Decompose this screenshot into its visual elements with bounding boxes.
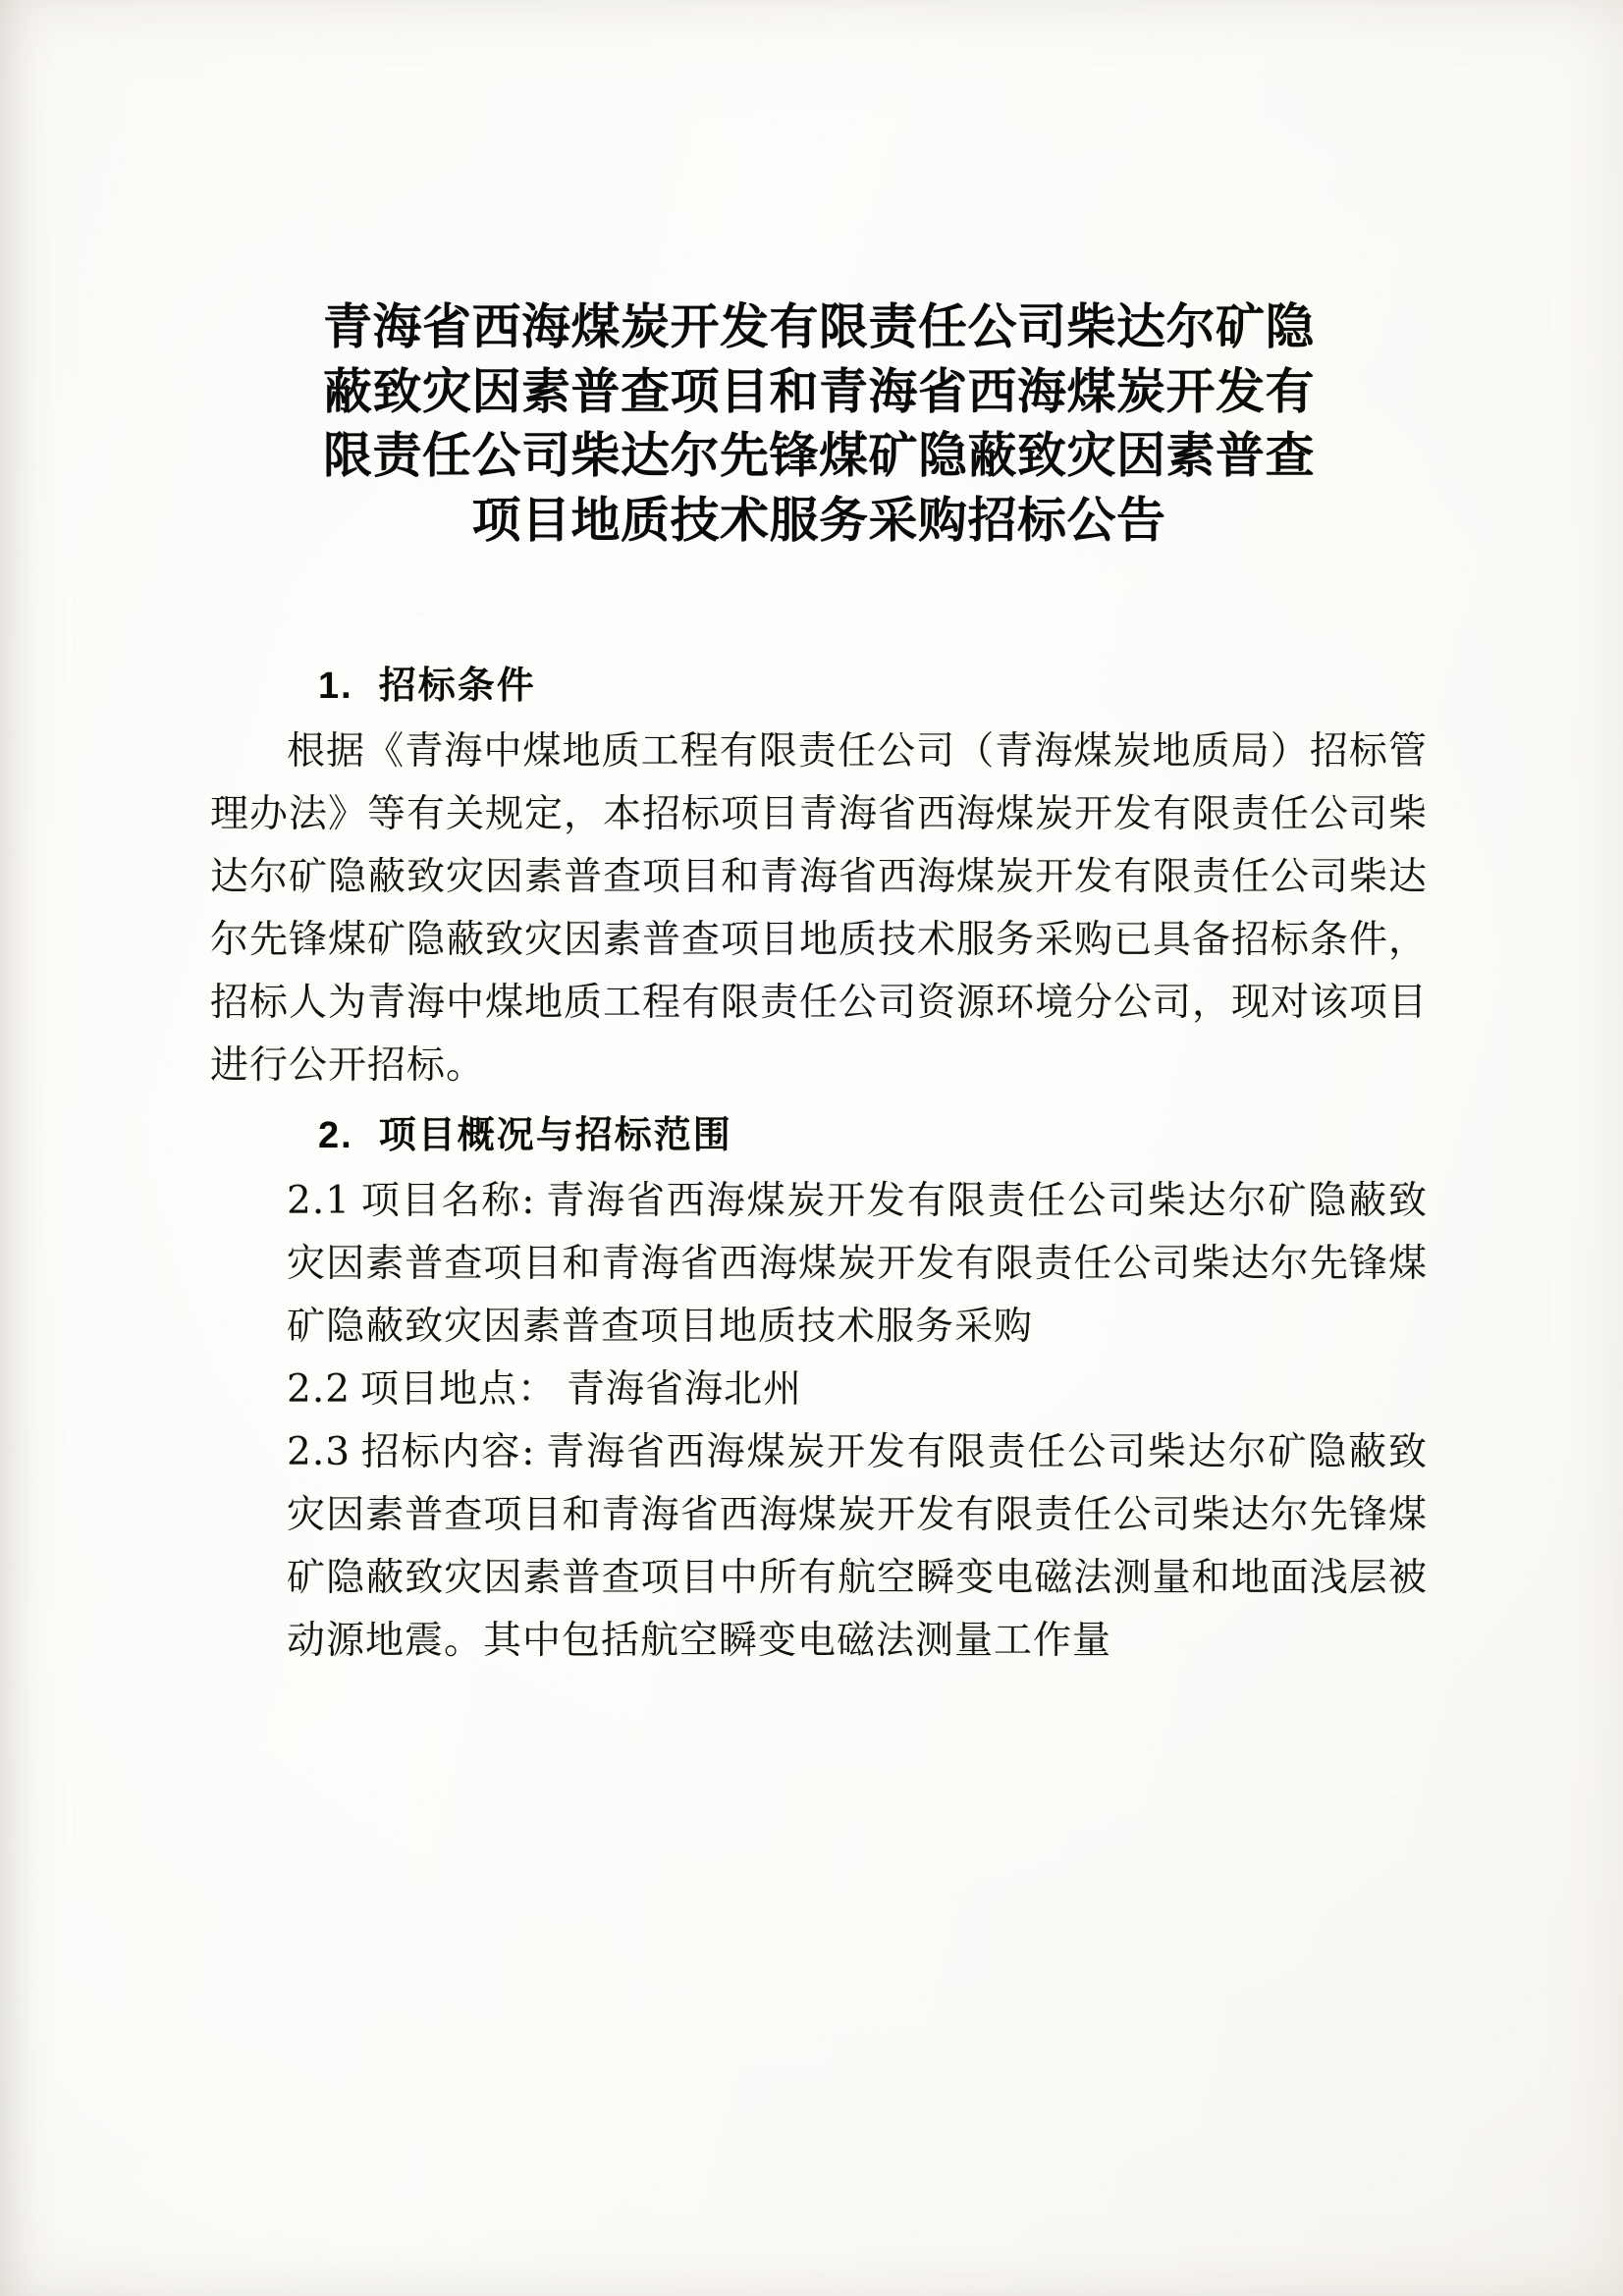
title-line-4: 项目地质技术服务采购招标公告 xyxy=(471,490,1166,549)
section-heading-1 xyxy=(210,656,1428,717)
item-2-2-value: 青海省海北州 xyxy=(567,1367,803,1413)
item-2-1 xyxy=(210,1170,1428,1359)
item-2-1-value: 青海省西海煤炭开发有限责任公司柴达尔矿隐蔽致灾因素普查项目和青海省西海煤炭开发有限责任公司柴达尔先锋煤矿隐蔽致灾因素普查项目地质技术服务采购 xyxy=(287,1179,1428,1350)
document-content xyxy=(210,294,1428,1673)
item-2-3-number: 2.3 xyxy=(287,1430,352,1475)
item-2-2 xyxy=(210,1359,1428,1421)
title-line-2: 蔽致灾因素普查项目和青海省西海煤炭开发有 xyxy=(323,361,1315,420)
section-1-paragraph: 根据《青海中煤地质工程有限责任公司（青海煤炭地质局）招标管理办法》等有关规定，本招标项目青海省西海煤炭开发有限责任公司柴达尔矿隐蔽致灾因素普查项目和青海省西海煤炭开发有限责任公司柴达尔先锋煤矿隐蔽致灾因素普查项目地质技术服务采购已具备招标条件，招标人为青海中煤地质工程有限责任公司资源环境分公司，现对该项目进行公开招标。 xyxy=(210,729,1429,1089)
title-line-1: 青海省西海煤炭开发有限责任公司柴达尔矿隐 xyxy=(323,297,1315,355)
item-2-3-label: 招标内容: xyxy=(360,1430,536,1475)
section-heading-2 xyxy=(210,1105,1428,1166)
item-2-1-number: 2.1 xyxy=(287,1179,352,1224)
section-title-1: 招标条件 xyxy=(378,666,536,707)
item-2-2-label: 项目地点： xyxy=(360,1367,558,1413)
item-2-2-number: 2.2 xyxy=(287,1367,352,1413)
section-number-2: 2. xyxy=(318,1115,353,1157)
document-body xyxy=(210,656,1428,1673)
section-title-2: 项目概况与招标范围 xyxy=(378,1115,732,1157)
item-2-3-value: 青海省西海煤炭开发有限责任公司柴达尔矿隐蔽致灾因素普查项目和青海省西海煤炭开发有限责任公司柴达尔先锋煤矿隐蔽致灾因素普查项目中所有航空瞬变电磁法测量和地面浅层被动源地震。其中包括航空瞬变电磁法测量工作量 xyxy=(287,1430,1428,1664)
title-line-3: 限责任公司柴达尔先锋煤矿隐蔽致灾因素普查 xyxy=(323,426,1315,484)
section-number-1: 1. xyxy=(318,666,353,707)
page-title xyxy=(210,294,1428,552)
item-2-1-label: 项目名称: xyxy=(360,1179,536,1224)
item-2-3 xyxy=(210,1421,1428,1673)
